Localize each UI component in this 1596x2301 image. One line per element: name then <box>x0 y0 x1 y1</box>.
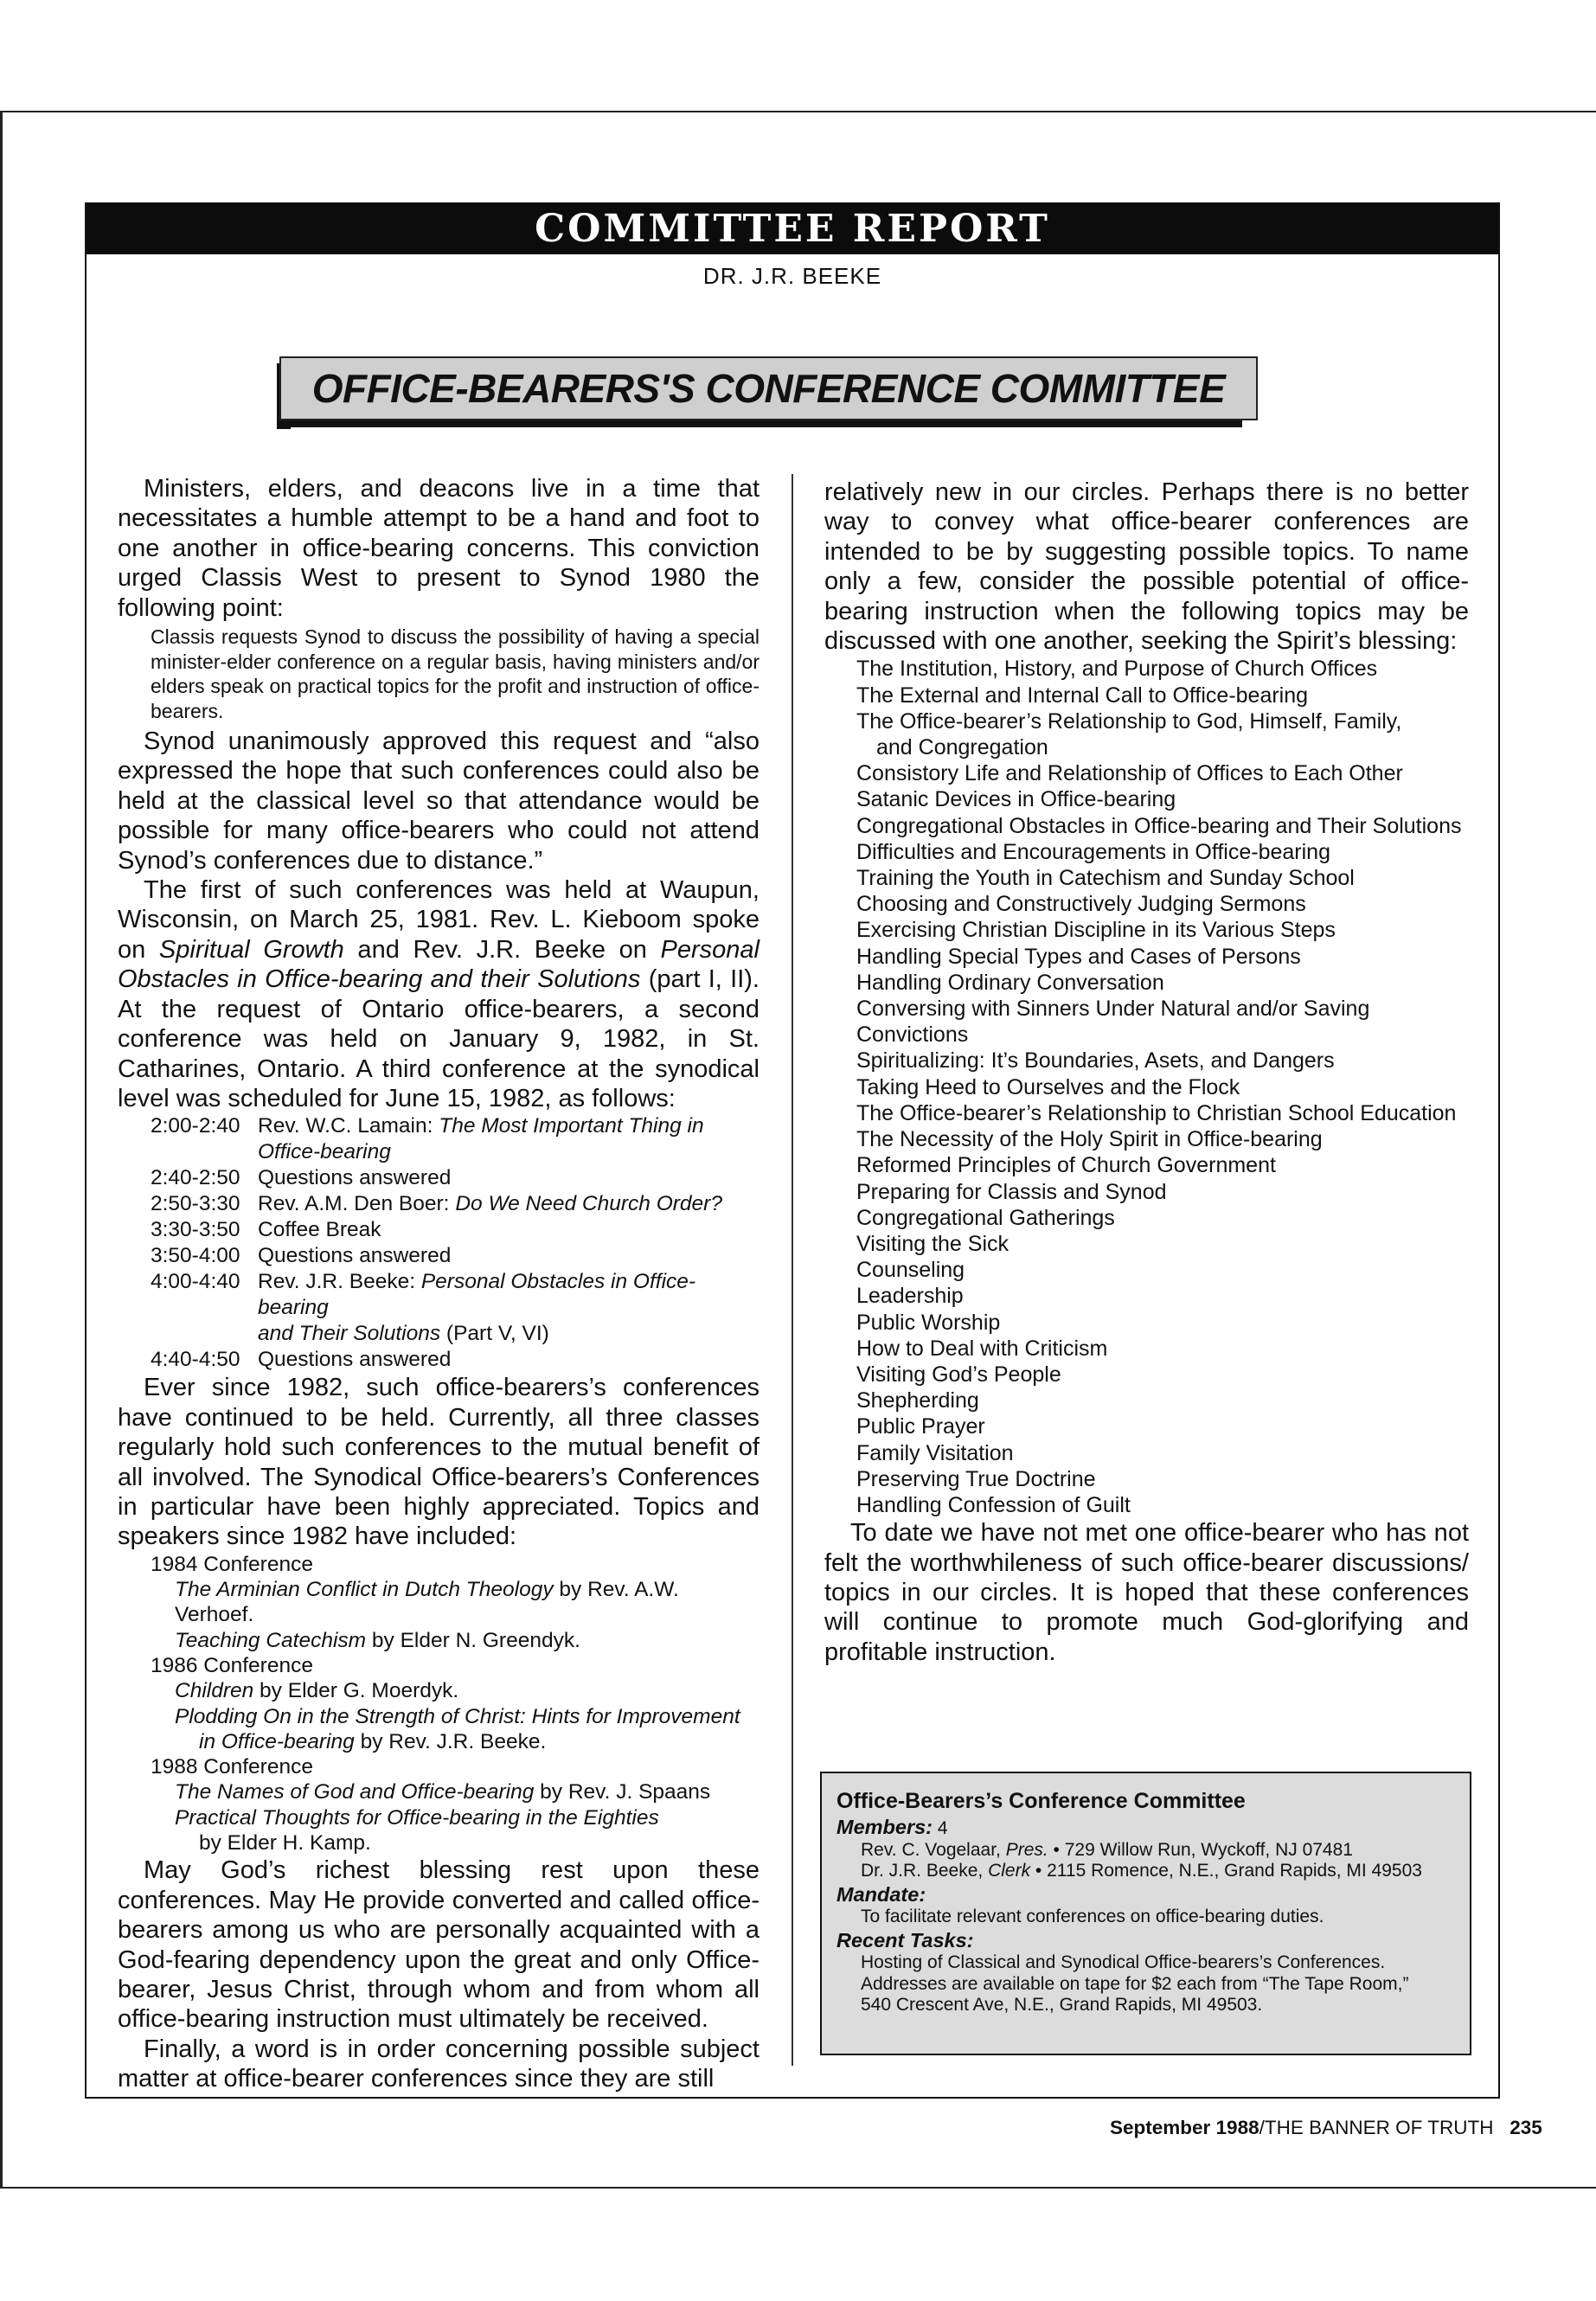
topic-item-cont: and Congregation <box>876 735 1048 760</box>
topic-item: The External and Internal Call to Office-bearing <box>856 683 1309 708</box>
page-bottom-rule <box>0 2187 1596 2189</box>
talk-title: Personal Obstacles in Office-bearing <box>258 1270 696 1320</box>
talk-title: Personal Obstacles in Office-bearing and their Solutions <box>118 935 760 994</box>
schedule-time: 4:40-4:50 <box>151 1348 240 1372</box>
page-top-rule <box>0 111 1596 112</box>
member-role: Pres. <box>1005 1839 1048 1860</box>
schedule-row <box>118 1217 760 1243</box>
text: The first of such conferences was held at Waupun, Wisconsin, on March 25, 1981. Rev. L. Kieboom spoke on <box>118 876 760 964</box>
schedule-time: 3:50-4:00 <box>151 1244 240 1268</box>
schedule-time: 4:00-4:40 <box>151 1270 240 1294</box>
speaker: by Elder G. Moerdyk. <box>253 1679 459 1703</box>
topic-item: Taking Heed to Ourselves and the Flock <box>856 1074 1240 1099</box>
left-column <box>118 474 760 2094</box>
schedule-desc <box>258 1269 760 1347</box>
column-divider <box>792 474 793 2066</box>
talk-title: Spiritual Growth <box>158 935 344 964</box>
speaker: by Rev. J.R. Beeke. <box>354 1729 547 1753</box>
topic-item: Handling Special Types and Cases of Persons <box>856 944 1301 969</box>
members-line <box>836 1815 1470 1840</box>
schedule-row <box>118 1191 760 1217</box>
mandate-text: To facilitate relevant conferences on office-bearing duties. <box>861 1907 1324 1927</box>
banner-title: COMMITTEE REPORT <box>87 204 1498 254</box>
text: Rev. A.M. Den Boer: <box>258 1192 456 1216</box>
paragraph-intro: Ministers, elders, and deacons live in a time that necessitates a humble attempt to be a hand and foot to one another in office-bearing concerns. This conviction urged Classis West to present to Synod 1980 the following point: <box>118 475 760 622</box>
schedule-desc: Questions answered <box>258 1348 452 1372</box>
topic-item: Reformed Principles of Church Government <box>856 1153 1276 1178</box>
conference-topic <box>151 1628 760 1653</box>
topic-item: Choosing and Constructively Judging Sermons <box>856 892 1306 917</box>
schedule-row <box>118 1165 760 1191</box>
paragraph-finally: Finally, a word is in order concerning possible subject matter at office-bearer conferences since they are still <box>118 2035 760 2093</box>
schedule-time: 2:00-2:40 <box>151 1114 240 1138</box>
topic-item: Spiritualizing: It’s Boundaries, Asets, and Dangers <box>856 1048 1335 1074</box>
member-address: • 2115 Romence, N.E., Grand Rapids, MI 49503 <box>1030 1861 1422 1881</box>
schedule-desc: Coffee Break <box>258 1218 381 1242</box>
topic-item: The Necessity of the Holy Spirit in Office-bearing <box>856 1127 1323 1152</box>
text: (part I, II). At the request of Ontario office-bearers, a second conference was held on January 9, 1982, in St. Catharines, Ontario. A third conference at the synodical level was scheduled for June 15, 1982, as follows: <box>118 965 760 1112</box>
conference-topic <box>151 1805 760 1830</box>
topic-item: How to Deal with Criticism <box>856 1336 1108 1361</box>
topic-item: The Office-bearer’s Relationship to God, Himself, Family, <box>856 708 1402 734</box>
topic-item: Difficulties and Encouragements in Office-bearing <box>856 839 1330 864</box>
topic-list <box>824 656 1469 1518</box>
text: (Part V, VI) <box>440 1322 549 1346</box>
talk-title: The Names of God and Office-bearing <box>175 1780 535 1804</box>
topic-item: Handling Ordinary Conversation <box>856 970 1164 995</box>
schedule-desc <box>258 1113 760 1165</box>
conference-topic-cont <box>151 1729 760 1754</box>
schedule-desc: Questions answered <box>258 1244 452 1268</box>
talk-title: The Arminian Conflict in Dutch Theology <box>175 1578 554 1602</box>
topic-item: Shepherding <box>856 1388 979 1413</box>
topic-item: Visiting the Sick <box>856 1231 1010 1256</box>
member-entry <box>836 1840 1470 1862</box>
topic-item: Leadership <box>856 1284 964 1309</box>
page-footer <box>1110 2117 1542 2139</box>
right-column <box>824 478 1469 1667</box>
conference-topic-cont: by Elder H. Kamp. <box>199 1831 371 1856</box>
topic-item: Satanic Devices in Office-bearing <box>856 787 1176 812</box>
topic-item: Training the Youth in Catechism and Sunday School <box>856 866 1355 891</box>
speaker: by Rev. J. Spaans <box>534 1780 711 1804</box>
topic-item: Preparing for Classis and Synod <box>856 1179 1167 1204</box>
talk-title: Plodding On in the Strength of Christ: Hints for Improvement <box>175 1704 740 1728</box>
conference-list <box>118 1552 760 1856</box>
schedule-row <box>118 1269 760 1347</box>
topic-item: Public Worship <box>856 1310 1001 1335</box>
conference-topic <box>151 1704 760 1729</box>
speaker: by Rev. A.W. Verhoef. <box>175 1578 679 1627</box>
member-name: Rev. C. Vogelaar, <box>861 1839 1006 1860</box>
topic-item: Preserving True Doctrine <box>856 1466 1096 1491</box>
tasks-text: Addresses are available on tape for $2 each from “The Tape Room,” <box>861 1973 1409 1994</box>
issue-date: September 1988 <box>1110 2117 1259 2138</box>
page-left-rule <box>0 111 3 2187</box>
member-role: Clerk <box>988 1861 1031 1881</box>
schedule-desc: Questions answered <box>258 1166 452 1190</box>
schedule-row <box>118 1347 760 1373</box>
talk-title: Teaching Catechism <box>175 1628 367 1652</box>
paragraph-blessing: May God’s richest blessing rest upon these conferences. May He provide converted and called office-bearers among us who are personally acquainted with a God-fearing dependency upon the great and only Office-bearer, Jesus Christ, through whom and from whom all office-bearing instruction must ultimately be received. <box>118 1856 760 2034</box>
talk-title: Do We Need Church Order? <box>455 1192 722 1216</box>
talk-title: in Office-bearing <box>199 1729 355 1753</box>
topic-item: Visiting God’s People <box>856 1362 1061 1387</box>
text: Rev. W.C. Lamain: <box>258 1114 439 1138</box>
conference-topic <box>151 1779 760 1804</box>
schedule-desc <box>258 1191 760 1217</box>
tasks-text: 540 Crescent Ave, N.E., Grand Rapids, MI 49503. <box>861 1995 1263 2016</box>
topic-item: Public Prayer <box>856 1414 985 1439</box>
paragraph-since-1982: Ever since 1982, such office-bearers’s conferences have continued to be held. Currently, all three classes regularly hold such conferences to the mutual benefit of all involved. The Synodical Office-bearers’s Conferences in particular have been highly appreciated. Topics and speakers since 1982 have included: <box>118 1374 760 1551</box>
topic-item: Handling Confession of Guilt <box>856 1492 1131 1517</box>
topic-item: Conversing with Sinners Under Natural and/or Saving Convictions <box>856 997 1370 1048</box>
schedule-row <box>118 1113 760 1165</box>
member-name: Dr. J.R. Beeke, <box>861 1861 989 1881</box>
member-entry <box>836 1861 1470 1882</box>
paragraph-first-conference <box>118 875 760 1113</box>
paragraph-topics-intro: relatively new in our circles. Perhaps there is no better way to convey what office-bearer conferences are intended to be by suggesting possible topics. To name only a few, consider the possible potential of office-bearing instruction when the following topics may be discussed with one another, seeking the Spirit’s blessing: <box>824 478 1469 656</box>
topic-item: Congregational Gatherings <box>856 1205 1115 1230</box>
conference-topic <box>151 1678 760 1703</box>
conference-year: 1984 Conference <box>151 1552 313 1576</box>
speaker: by Elder N. Greendyk. <box>366 1628 580 1652</box>
talk-title: Children <box>175 1679 254 1703</box>
topic-item: Consistory Life and Relationship of Offices to Each Other <box>856 761 1403 786</box>
committee-info-box <box>820 1772 1471 2055</box>
classis-resolution: Classis requests Synod to discuss the possibility of having a special minister-elder conference on a regular basis, having ministers and/or elders speak on practical topics for the profit and instruction of office-bearers. <box>151 625 760 722</box>
talk-title: Practical Thoughts for Office-bearing in the Eighties <box>175 1805 659 1830</box>
text: Rev. J.R. Beeke: <box>258 1270 421 1294</box>
author-byline: DR. J.R. BEEKE <box>702 263 882 289</box>
schedule-time: 2:40-2:50 <box>151 1166 240 1190</box>
schedule-row <box>118 1243 760 1269</box>
page-number: 235 <box>1509 2117 1542 2138</box>
paragraph-conclusion: To date we have not met one office-bearer who has not felt the worthwhileness of such office-bearer discussions/ topics in our circles. It is hoped that these conferences will continue to promote much God-glorifying and profitable instruction. <box>824 1519 1469 1666</box>
topic-item: The Office-bearer’s Relationship to Christian School Education <box>856 1100 1457 1125</box>
talk-title: and Their Solutions <box>258 1322 441 1346</box>
topic-item: Congregational Obstacles in Office-bearing and Their Solutions <box>856 813 1462 838</box>
conference-year: 1986 Conference <box>151 1653 313 1677</box>
conference-topic <box>151 1577 760 1628</box>
topic-item: The Institution, History, and Purpose of Church Offices <box>856 657 1378 682</box>
mandate-label: Mandate: <box>836 1883 926 1907</box>
schedule-time: 3:30-3:50 <box>151 1218 240 1242</box>
member-address: • 729 Willow Run, Wyckoff, NJ 07481 <box>1048 1839 1353 1860</box>
members-count: 4 <box>937 1818 948 1838</box>
topic-item: Family Visitation <box>856 1440 1014 1465</box>
tasks-text: Hosting of Classical and Synodical Office-bearers’s Conferences. <box>861 1952 1386 1972</box>
committee-title: Office-Bearers’s Conference Committee <box>836 1789 1246 1813</box>
conference-year: 1988 Conference <box>151 1755 313 1779</box>
page-top-margin <box>0 0 1596 111</box>
section-heading: OFFICE-BEARERS'S CONFERENCE COMMITTEE <box>311 366 1226 411</box>
talk-title: Office-bearing <box>258 1140 391 1164</box>
paragraph-synod: Synod unanimously approved this request and “also expressed the hope that such conferences could also be held at the classical level so that attendance would be possible for many office-bearers who could not attend Synod’s conferences due to distance.” <box>118 727 760 875</box>
schedule-time: 2:50-3:30 <box>151 1192 240 1216</box>
talk-title: The Most Important Thing in <box>439 1114 704 1138</box>
topic-item: Exercising Christian Discipline in its Various Steps <box>856 918 1336 943</box>
tasks-label: Recent Tasks: <box>836 1928 974 1952</box>
publication-name: /THE BANNER OF TRUTH <box>1259 2117 1494 2138</box>
members-label: Members: <box>836 1816 933 1838</box>
topic-item: Counseling <box>856 1258 965 1283</box>
text: and Rev. J.R. Beeke on <box>343 935 661 964</box>
conference-schedule <box>118 1113 760 1373</box>
